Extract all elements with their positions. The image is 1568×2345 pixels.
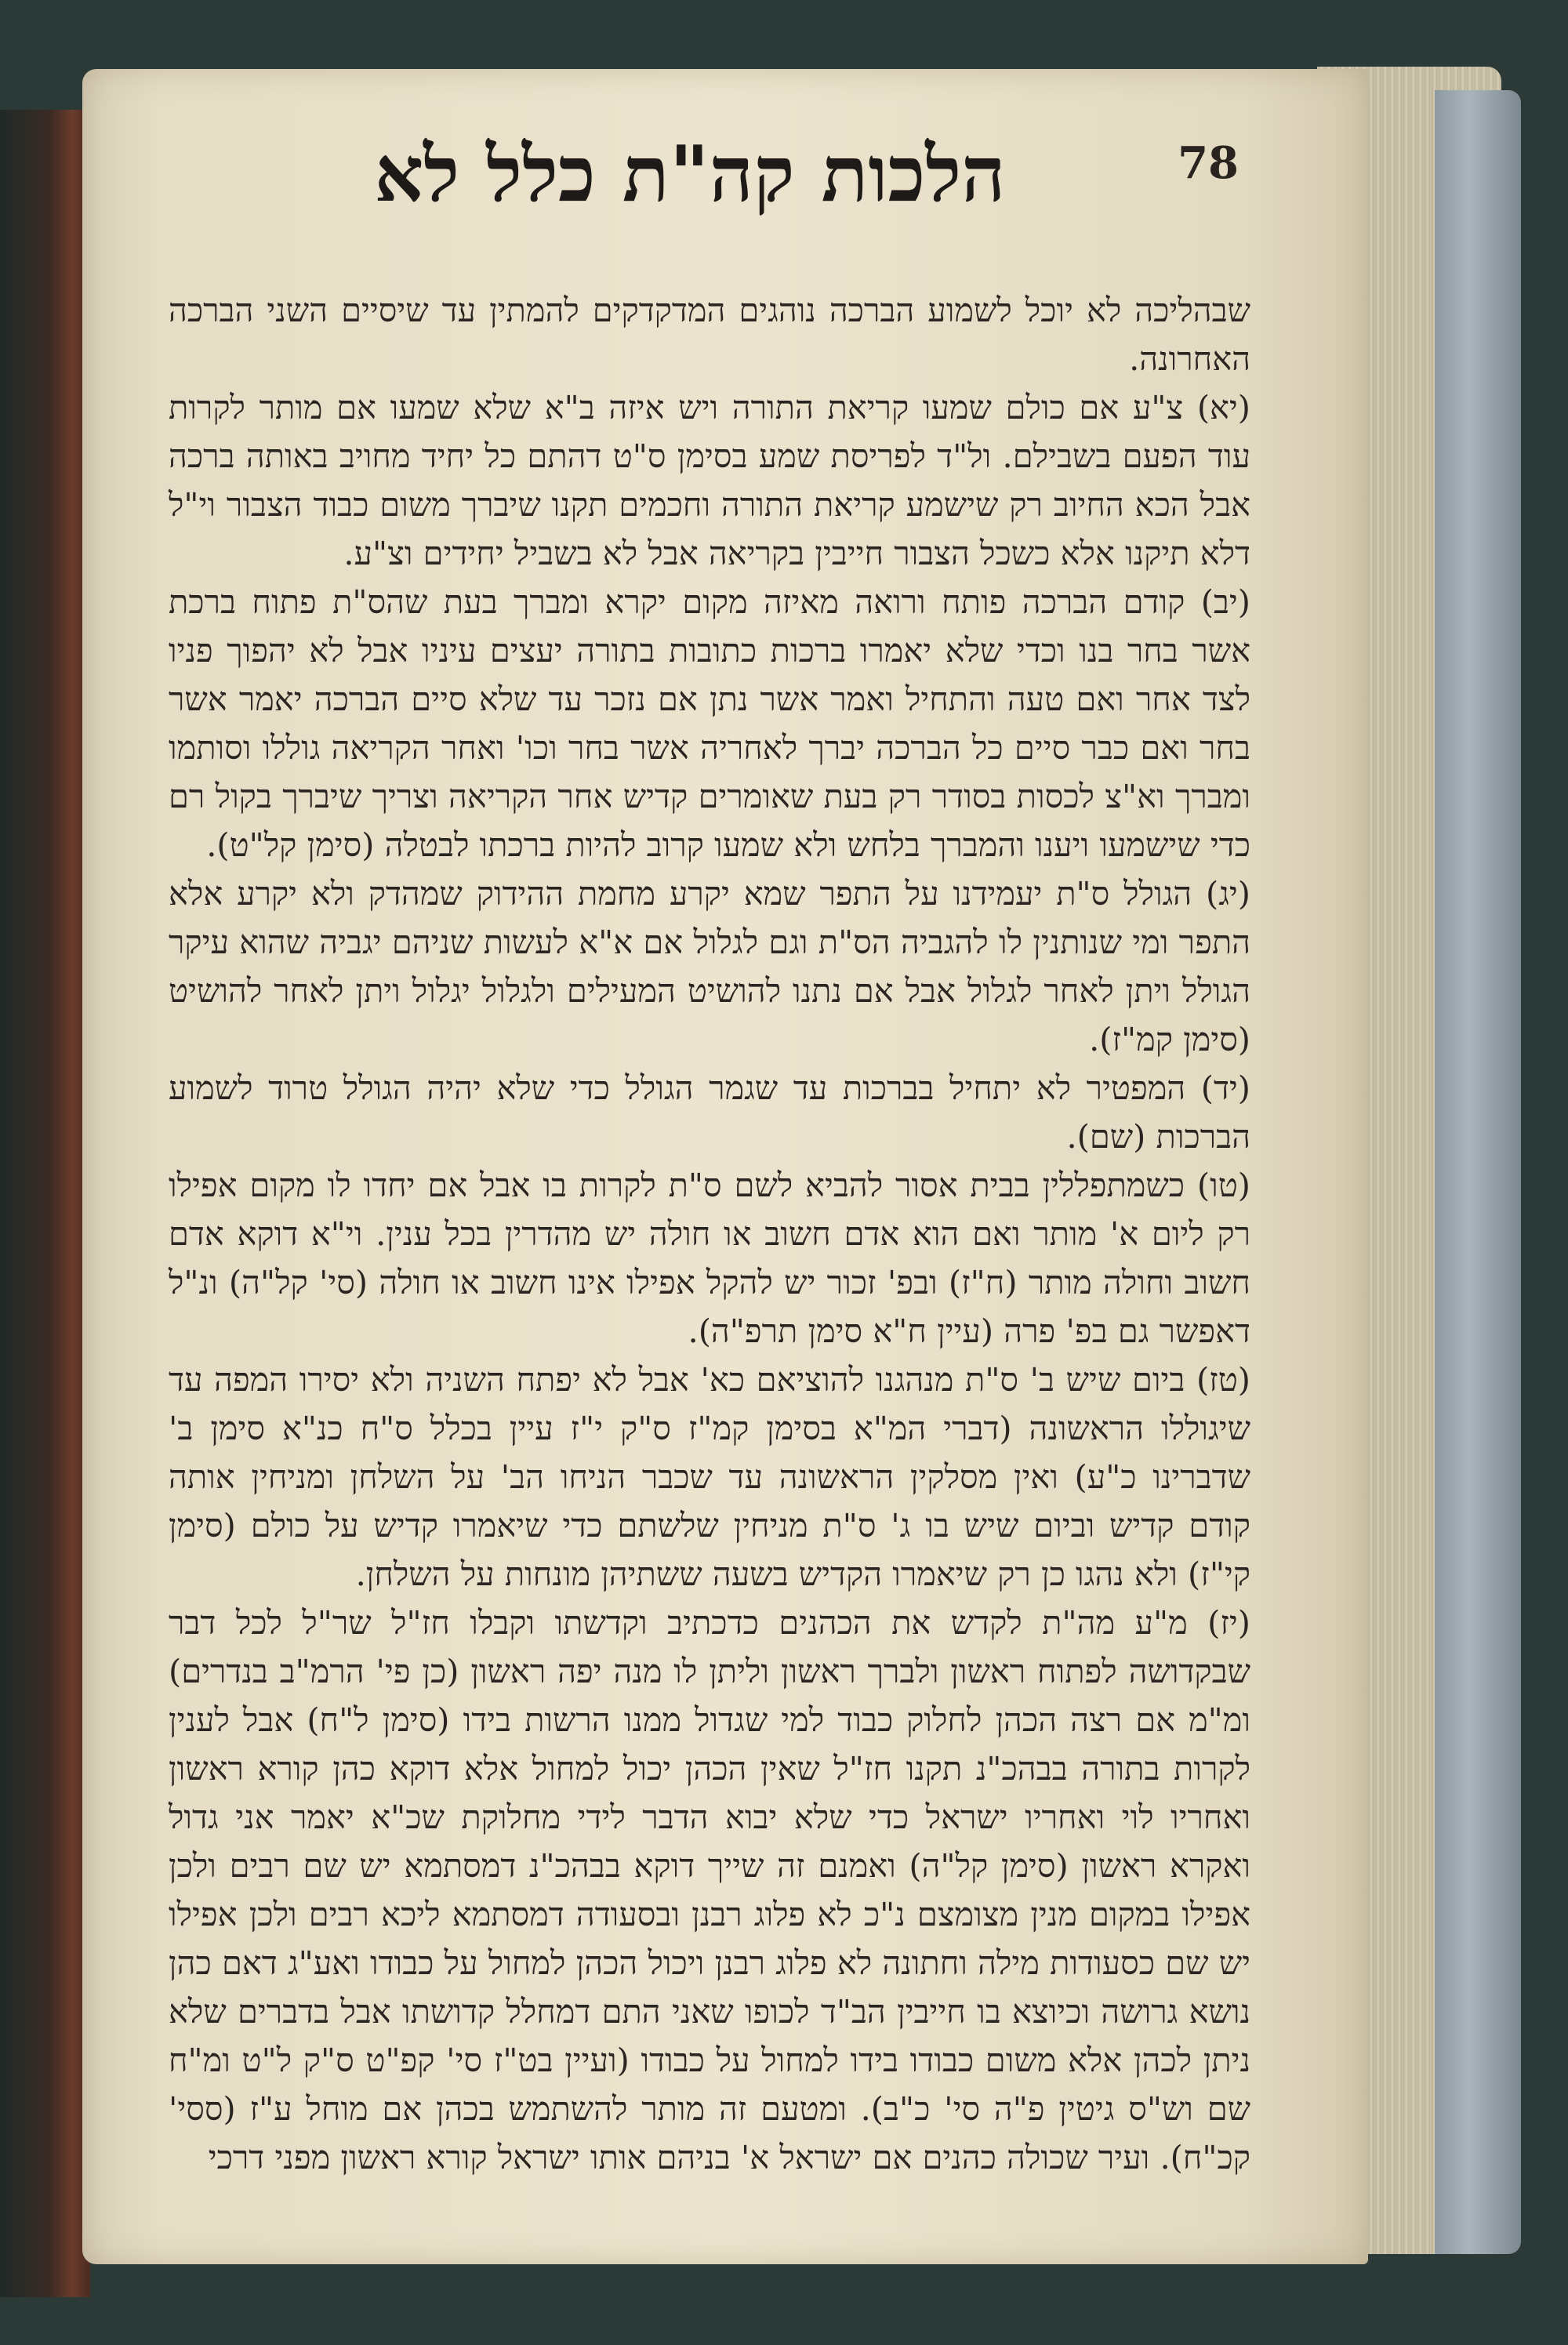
paragraph: (יד) המפטיר לא יתחיל בברכות עד שגמר הגולל כדי שלא יהיה הגולל טרוד לשמוע הברכות (שם). <box>169 1069 1250 1156</box>
running-title: הלכות קה"ת כלל לא <box>374 129 1006 220</box>
page-number: 78 <box>1178 137 1239 189</box>
main-text <box>169 286 1250 2183</box>
paragraph: (יא) צ"ע אם כולם שמעו קריאת התורה ויש איזה ב"א שלא שמעו אם מותר לקרות עוד הפעם בשבילם. ול"ד לפריסת שמע בסימן ס"ט דהתם כל יחיד מחויב באותה ברכה אבל הכא החיוב רק שישמע קריאת התורה וחכמים תקנו שיברך משום כבוד הצבור וי"ל דלא תיקנו אלא כשכל הצבור חייבין בקריאה אבל לא בשביל יחידים וצ"ע. <box>169 388 1250 572</box>
book-cover-right <box>1435 90 1521 2254</box>
book-cover-left <box>0 110 90 2297</box>
page-header <box>235 129 1239 231</box>
paragraph: (יז) מ"ע מה"ת לקדש את הכהנים כדכתיב וקדשתו וקבלו חז"ל שר"ל לכל דבר שבקדושה לפתוח ראשון ולברך ראשון וליתן לו מנה יפה ראשון (כן פי' הרמ"ב בנדרים) ומ"מ אם רצה הכהן לחלוק כבוד למי שגדול ממנו הרשות בידו (סימן ל"ח) אבל לענין לקרות בתורה בבהכ"נ תקנו חז"ל שאין הכהן יכול למחול אלא דוקא כהן קורא ראשון ואחריו לוי ואחריו ישראל כדי שלא יבוא הדבר לידי מחלוקת שכ"א יאמר אני גדול ואקרא ראשון (סימן קל"ה) ואמנם זה שייך דוקא בבהכ"נ דמסתמא יש שם רבים ולכן אפילו במקום מנין מצומצם נ"כ לא פלוג רבנן ובסעודה דמסתמא ליכא רבים ולכן אפילו יש שם כסעודות מילה וחתונה לא פלוג רבנן ויכול הכהן למחול על כבודו ואע"ג דאם כהן נושא גרושה וכיוצא בו חייבין הב"ד לכופו שאני התם דמחלל קדושתו אבל בדברים שלא ניתן לכהן אלא משום כבודו בידו למחול על כבודו (ועיין בט"ז סי' קפ"ט ס"ק ל"ט ומ"ח שם וש"ס גיטין פ"ה סי' כ"ב). ומטעם זה מותר להשתמש בכהן אם מוחל ע"ז (ססי' קכ"ח). ועיר שכולה כהנים אם ישראל א' בניהם אותו ישראל קורא ראשון מפני דרכי <box>169 1603 1250 2176</box>
paragraph: (טו) כשמתפללין בבית אסור להביא לשם ס"ת לקרות בו אבל אם יחדו לו מקום אפילו רק ליום א' מותר ואם הוא אדם חשוב או חולה יש מהדרין בכל ענין. וי"א דוקא אדם חשוב וחולה מותר (ח"ז) ובפ' זכור יש להקל אפילו אינו חשוב או חולה (סי' קל"ה) ונ"ל דאפשר גם בפ' פרה (עיין ח"א סימן תרפ"ה). <box>169 1166 1250 1350</box>
paragraph: (טז) ביום שיש ב' ס"ת מנהגנו להוציאם כא' אבל לא יפתח השניה ולא יסירו המפה עד שיגוללו הראשונה (דברי המ"א בסימן קמ"ז ס"ק י"ז עיין בכלל ס"ח כנ"א סימן ב' שדברינו כ"ע) ואין מסלקין הראשונה עד שכבר הניחו הב' על השלחן ומניחין אותה קודם קדיש וביום שיש בו ג' ס"ת מניחין שלשתם כדי שיאמרו קדיש על כולם (סימן קי"ז) ולא נהגו כן רק שיאמרו הקדיש בשעה ששתיהן מונחות על השלחן. <box>169 1360 1250 1593</box>
paragraph: (יג) הגולל ס"ת יעמידנו על התפר שמא יקרע מחמת ההידוק שמהדק ולא יקרע אלא התפר ומי שנותנין לו להגביה הס"ת וגם לגלול אם א"א לעשות שניהם יגביה שהוא עיקר הגולל ויתן לאחר לגלול אבל אם נתנו להושיט המעילים ולגלול יגלול ויתן לאחר להושיט (סימן קמ"ז). <box>169 874 1250 1058</box>
paragraph: (יב) קודם הברכה פותח ורואה מאיזה מקום יקרא ומברך בעת שהס"ת פתוח ברכת אשר בחר בנו וכדי שלא יאמרו ברכות כתובות בתורה יעצים עיניו אבל לא יהפוך פניו לצד אחר ואם טעה והתחיל ואמר אשר נתן אם נזכר עד שלא סיים הברכה יאמר אשר בחר ואם כבר סיים כל הברכה יברך לאחריה אשר בחר וכו' ואחר הקריאה גוללו וסותמו ומברך וא"צ לכסות בסודר רק בעת שאומרים קדיש אחר הקריאה וצריך שיברך בקול רם כדי שישמעו ויענו והמברך בלחש ולא שמעו קרוב להיות ברכתו לבטלה (סימן קל"ט). <box>169 583 1250 864</box>
paragraph: שבהליכה לא יוכל לשמוע הברכה נוהגים המדקדקים להמתין עד שיסיים השני הברכה האחרונה. <box>169 291 1250 378</box>
